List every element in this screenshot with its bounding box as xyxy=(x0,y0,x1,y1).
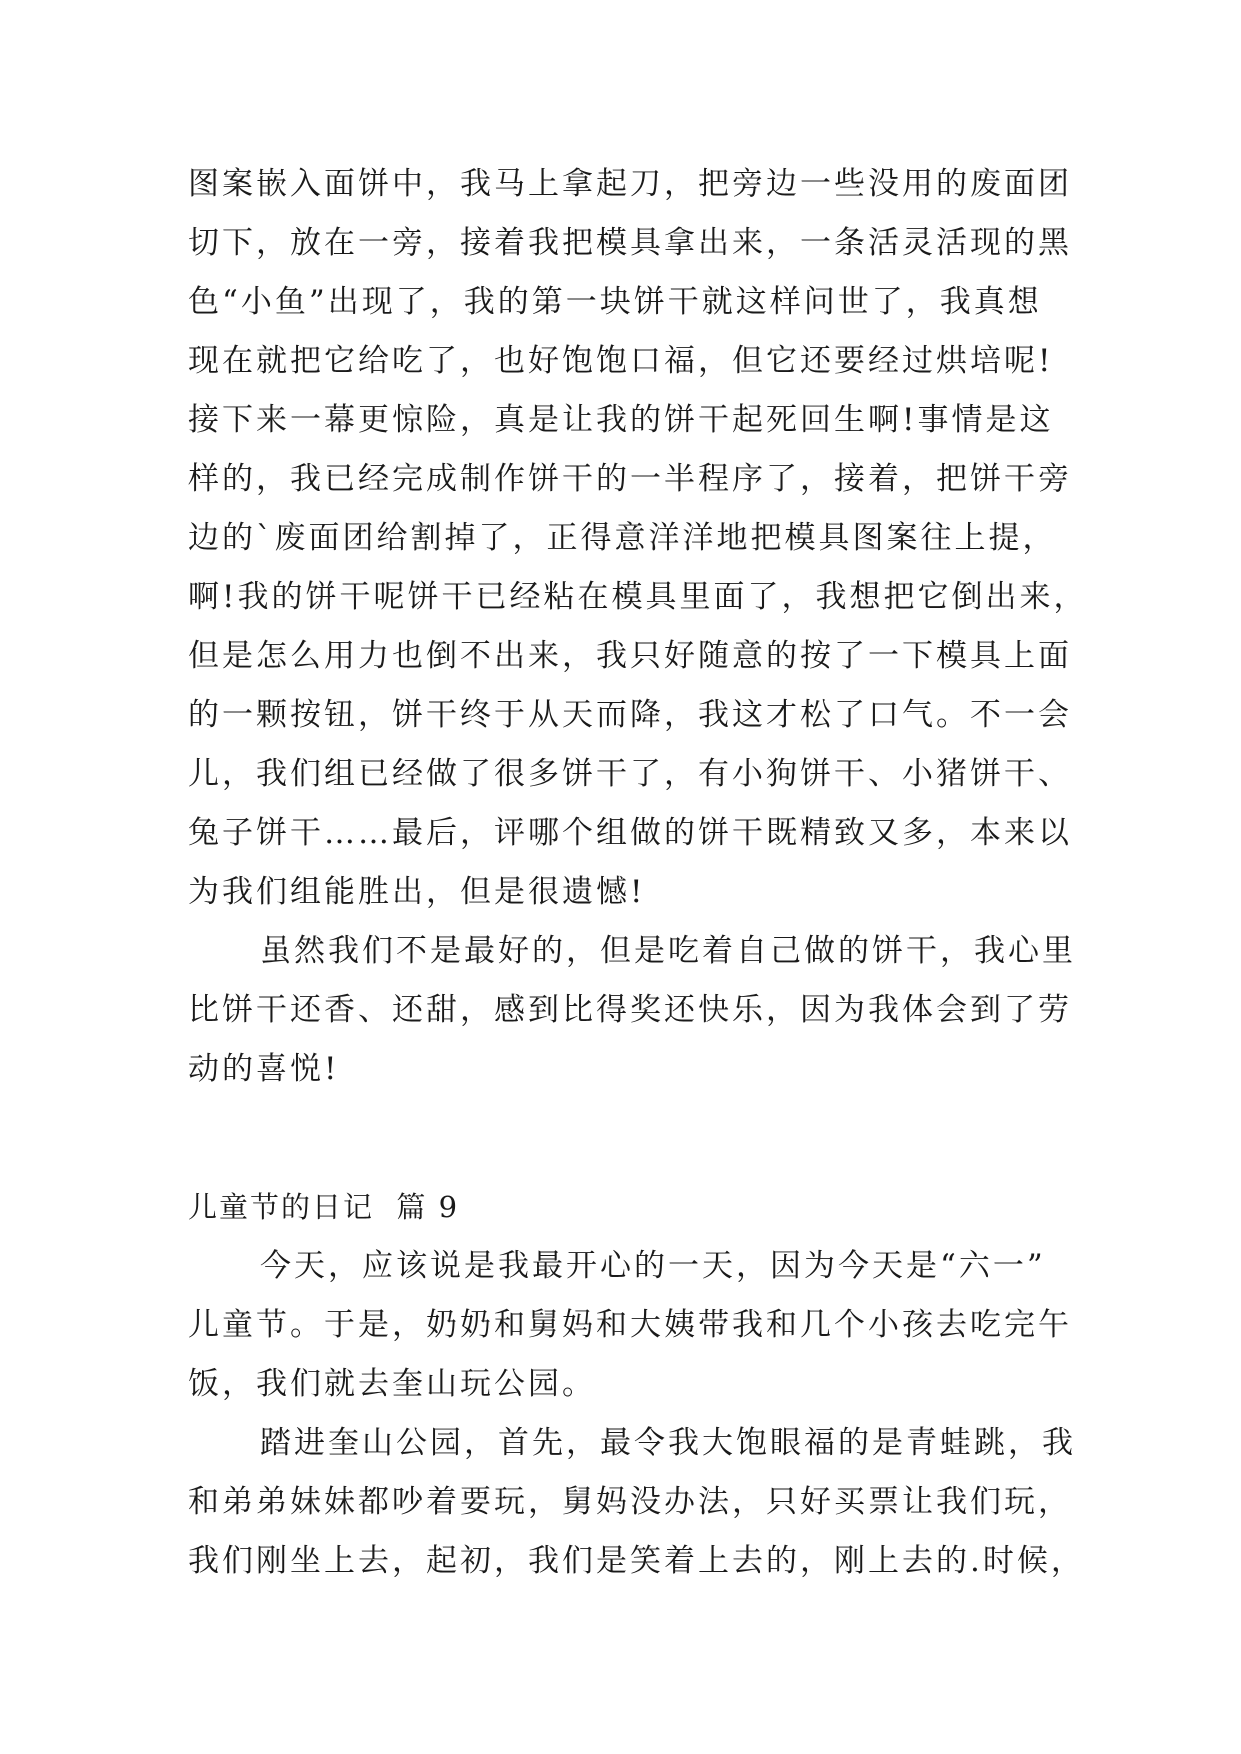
text-line: 和弟弟妹妹都吵着要玩，舅妈没办法，只好买票让我们玩， xyxy=(188,1484,1072,1520)
text-line: 踏进奎山公园，首先，最令我大饱眼福的是青蛙跳，我 xyxy=(260,1425,1076,1461)
text-line: 现在就把它给吃了，也好饱饱口福，但它还要经过烘培呢! xyxy=(188,343,1054,379)
text-line: 我们刚坐上去，起初，我们是笑着上去的，刚上去的.时候， xyxy=(188,1543,1085,1579)
text-line: 动的喜悦! xyxy=(188,1051,340,1087)
text-line: 虽然我们不是最好的，但是吃着自己做的饼干，我心里 xyxy=(260,933,1076,969)
text-line: 切下，放在一旁，接着我把模具拿出来，一条活灵活现的黑 xyxy=(188,225,1072,261)
text-line: 为我们组能胜出，但是很遗憾! xyxy=(188,874,646,910)
text-line: 色“小鱼”出现了，我的第一块饼干就这样问世了，我真想 xyxy=(188,284,1042,320)
text-line: 儿，我们组已经做了很多饼干了，有小狗饼干、小猪饼干、 xyxy=(188,756,1072,792)
text-line: 兔子饼干……最后，评哪个组做的饼干既精致又多，本来以 xyxy=(188,815,1072,851)
document-body xyxy=(188,155,1088,1591)
text-line: 今天，应该说是我最开心的一天，因为今天是“六一” xyxy=(260,1248,1046,1284)
text-line: 图案嵌入面饼中，我马上拿起刀，把旁边一些没用的废面团 xyxy=(188,166,1072,202)
text-line: 的一颗按钮，饼干终于从天而降，我这才松了口气。不一会 xyxy=(188,697,1072,733)
paragraph xyxy=(188,1414,1085,1591)
text-line: 啊!我的饼干呢饼干已经粘在模具里面了，我想把它倒出来， xyxy=(188,579,1088,615)
text-line: 接下来一幕更惊险，真是让我的饼干起死回生啊!事情是这 xyxy=(188,402,1054,438)
text-line: 但是怎么用力也倒不出来，我只好随意的按了一下模具上面 xyxy=(188,638,1072,674)
paragraph xyxy=(188,1237,1072,1414)
text-line: 比饼干还香、还甜，感到比得奖还快乐，因为我体会到了劳 xyxy=(188,992,1072,1028)
paragraph xyxy=(188,922,1076,1099)
text-line: 样的，我已经完成制作饼干的一半程序了，接着，把饼干旁 xyxy=(188,461,1072,497)
text-line: 边的`废面团给割掉了，正得意洋洋地把模具图案往上提， xyxy=(188,520,1057,556)
section-heading: 儿童节的日记 篇 9 xyxy=(188,1190,460,1224)
paragraph xyxy=(188,155,1088,922)
text-line: 儿童节。于是，奶奶和舅妈和大姨带我和几个小孩去吃完午 xyxy=(188,1307,1072,1343)
section-spacer xyxy=(188,1099,1068,1178)
text-line: 饭，我们就去奎山玩公园。 xyxy=(188,1366,596,1402)
